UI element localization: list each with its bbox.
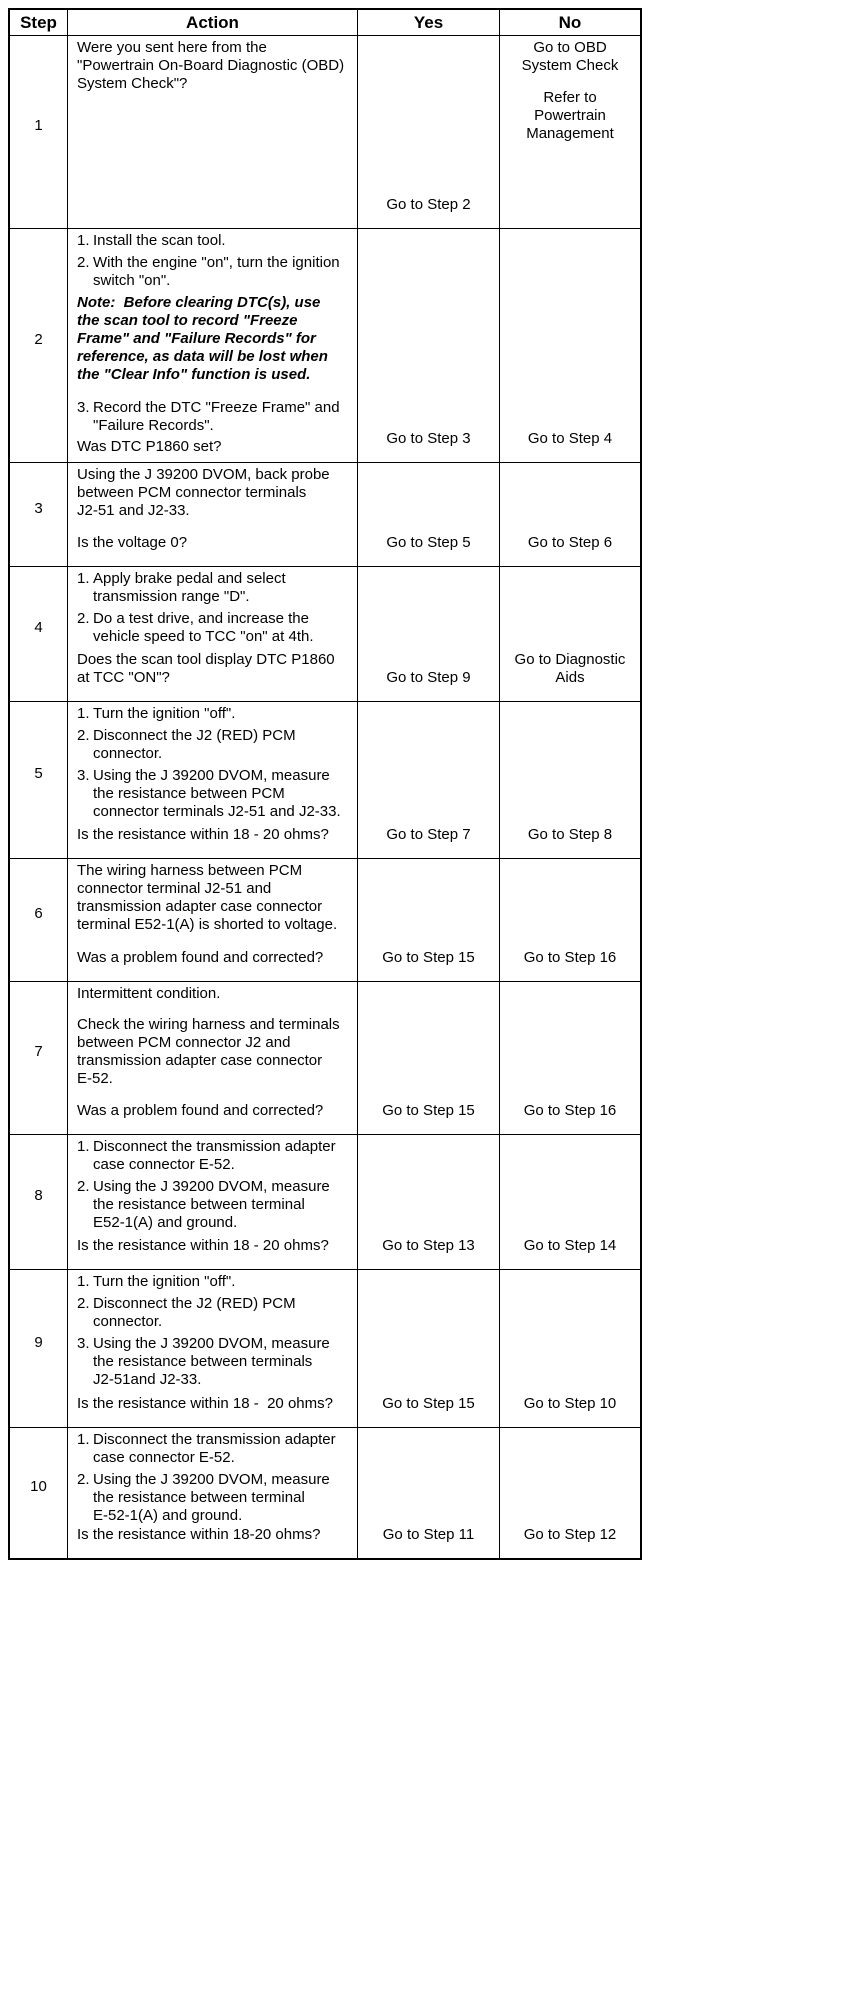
item-number: 1. xyxy=(77,705,90,722)
header-step: Step xyxy=(10,10,68,36)
no-result: Go to Step 16 xyxy=(523,949,617,966)
question-text: Does the scan tool display DTC P1860 at TCC "ON"? xyxy=(77,651,335,686)
item-text: With the engine "on", turn the ignition switch "on". xyxy=(93,254,340,289)
action-list-item xyxy=(77,767,355,821)
no-result: Go to OBD System Check xyxy=(521,39,619,74)
action-cell xyxy=(68,982,358,1135)
action-list-item xyxy=(77,254,355,290)
yes-result: Go to Step 9 xyxy=(386,669,471,686)
item-number: 3. xyxy=(77,1335,90,1352)
no-cell xyxy=(500,1135,640,1270)
yes-result: Go to Step 5 xyxy=(386,534,471,551)
no-result: Go to Step 14 xyxy=(523,1237,617,1254)
action-cell xyxy=(68,567,358,702)
action-list-item xyxy=(77,610,355,646)
action-list-item xyxy=(77,570,355,606)
step-number: 5 xyxy=(10,702,68,859)
step-number: 1 xyxy=(10,36,68,229)
action-cell xyxy=(68,463,358,567)
item-text: Disconnect the J2 (RED) PCM connector. xyxy=(93,727,296,762)
item-number: 1. xyxy=(77,570,90,587)
item-number: 2. xyxy=(77,610,90,627)
yes-result: Go to Step 13 xyxy=(382,1237,475,1254)
no-result: Go to Step 6 xyxy=(527,534,613,551)
item-text: Install the scan tool. xyxy=(93,232,226,249)
yes-result: Go to Step 2 xyxy=(386,196,471,213)
item-text: Record the DTC "Freeze Frame" and "Failure Records". xyxy=(93,399,340,434)
step-number: 10 xyxy=(10,1428,68,1558)
yes-cell xyxy=(358,859,500,982)
yes-result: Go to Step 15 xyxy=(382,949,475,966)
no-cell xyxy=(500,567,640,702)
question-text: Is the resistance within 18 - 20 ohms? xyxy=(77,1395,333,1412)
action-cell xyxy=(68,702,358,859)
action-list-item xyxy=(77,1178,355,1232)
item-number: 2. xyxy=(77,1295,90,1312)
question-text: Is the resistance within 18-20 ohms? xyxy=(77,1526,321,1543)
header-no: No xyxy=(500,10,640,36)
yes-cell xyxy=(358,1270,500,1428)
item-text: Do a test drive, and increase the vehicle speed to TCC "on" at 4th. xyxy=(93,610,314,645)
item-number: 1. xyxy=(77,232,90,249)
action-list-item xyxy=(77,1273,355,1291)
note-text: Note: Before clearing DTC(s), use the scan tool to record "Freeze Frame" and "Failure Records" for reference, as data will be lost when the "Clear Info" function is used. xyxy=(77,294,328,383)
item-text: Using the J 39200 DVOM, measure the resistance between PCM connector terminals J2-51 and J2-33. xyxy=(93,767,341,820)
no-cell xyxy=(500,229,640,463)
action-list-item xyxy=(77,399,355,435)
question-text: Is the voltage 0? xyxy=(77,534,188,551)
item-number: 1. xyxy=(77,1431,90,1448)
no-result: Go to Step 16 xyxy=(523,1102,617,1119)
no-result: Go to Step 4 xyxy=(527,430,613,447)
no-cell xyxy=(500,702,640,859)
item-number: 3. xyxy=(77,767,90,784)
action-list-item xyxy=(77,705,355,723)
yes-result: Go to Step 15 xyxy=(382,1102,475,1119)
no-result: Go to Diagnostic Aids xyxy=(514,651,626,686)
yes-cell xyxy=(358,1135,500,1270)
action-cell xyxy=(68,859,358,982)
item-text: Using the J 39200 DVOM, measure the resistance between terminal E52-1(A) and ground. xyxy=(93,1178,330,1231)
no-cell xyxy=(500,982,640,1135)
no-result: Go to Step 12 xyxy=(523,1526,617,1543)
yes-cell xyxy=(358,982,500,1135)
no-cell xyxy=(500,1270,640,1428)
yes-cell xyxy=(358,463,500,567)
yes-cell xyxy=(358,36,500,229)
action-cell xyxy=(68,1428,358,1558)
question-text: Was a problem found and corrected? xyxy=(77,1102,324,1119)
yes-cell xyxy=(358,229,500,463)
action-list-item xyxy=(77,1138,355,1174)
question-text: Was a problem found and corrected? xyxy=(77,949,324,966)
diagnostic-table xyxy=(8,8,642,1560)
action-list-item xyxy=(77,1335,355,1389)
action-list-item xyxy=(77,1295,355,1331)
item-text: Turn the ignition "off". xyxy=(93,705,236,722)
step-number: 7 xyxy=(10,982,68,1135)
step-number: 8 xyxy=(10,1135,68,1270)
action-list-item xyxy=(77,232,355,250)
item-text: Using the J 39200 DVOM, measure the resistance between terminals J2-51and J2-33. xyxy=(93,1335,330,1388)
yes-cell xyxy=(358,567,500,702)
step-number: 9 xyxy=(10,1270,68,1428)
item-text: Apply brake pedal and select transmission range "D". xyxy=(93,570,286,605)
item-text: Disconnect the J2 (RED) PCM connector. xyxy=(93,1295,296,1330)
action-text: Check the wiring harness and terminals between PCM connector J2 and transmission adapter case connector E-52. xyxy=(77,1016,340,1087)
step-number: 6 xyxy=(10,859,68,982)
action-cell xyxy=(68,1270,358,1428)
yes-result: Go to Step 11 xyxy=(382,1526,475,1543)
no-cell xyxy=(500,1428,640,1558)
item-text: Disconnect the transmission adapter case connector E-52. xyxy=(93,1138,336,1173)
no-result: Go to Step 8 xyxy=(527,826,613,843)
action-list-item xyxy=(77,1471,355,1525)
step-number: 3 xyxy=(10,463,68,567)
item-text: Disconnect the transmission adapter case connector E-52. xyxy=(93,1431,336,1466)
question-text: Was DTC P1860 set? xyxy=(77,438,222,455)
item-text: Turn the ignition "off". xyxy=(93,1273,236,1290)
header-yes: Yes xyxy=(358,10,500,36)
yes-result: Go to Step 15 xyxy=(382,1395,475,1412)
action-cell xyxy=(68,36,358,229)
yes-cell xyxy=(358,702,500,859)
yes-result: Go to Step 7 xyxy=(386,826,471,843)
item-text: Using the J 39200 DVOM, measure the resistance between terminal E-52-1(A) and ground. xyxy=(93,1471,330,1524)
yes-result: Go to Step 3 xyxy=(386,430,471,447)
header-action: Action xyxy=(68,10,358,36)
action-text: Were you sent here from the "Powertrain On-Board Diagnostic (OBD) System Check"? xyxy=(77,39,345,92)
no-cell xyxy=(500,463,640,567)
no-cell xyxy=(500,36,640,229)
step-number: 2 xyxy=(10,229,68,463)
no-cell xyxy=(500,859,640,982)
item-number: 2. xyxy=(77,1178,90,1195)
action-list-item xyxy=(77,727,355,763)
action-text: Intermittent condition. xyxy=(77,985,221,1002)
action-cell xyxy=(68,229,358,463)
no-reference: Refer to Powertrain Management xyxy=(526,89,614,142)
action-text: The wiring harness between PCM connector terminal J2-51 and transmission adapter case connector terminal E52-1(A) is shorted to voltage. xyxy=(77,862,338,933)
item-number: 2. xyxy=(77,727,90,744)
no-result: Go to Step 10 xyxy=(523,1395,617,1412)
yes-cell xyxy=(358,1428,500,1558)
step-number: 4 xyxy=(10,567,68,702)
item-number: 2. xyxy=(77,1471,90,1488)
action-text: Using the J 39200 DVOM, back probe between PCM connector terminals J2-51 and J2-33. xyxy=(77,466,330,519)
item-number: 1. xyxy=(77,1273,90,1290)
question-text: Is the resistance within 18 - 20 ohms? xyxy=(77,826,329,843)
item-number: 2. xyxy=(77,254,90,271)
item-number: 3. xyxy=(77,399,90,416)
action-cell xyxy=(68,1135,358,1270)
action-list-item xyxy=(77,1431,355,1467)
question-text: Is the resistance within 18 - 20 ohms? xyxy=(77,1237,329,1254)
item-number: 1. xyxy=(77,1138,90,1155)
